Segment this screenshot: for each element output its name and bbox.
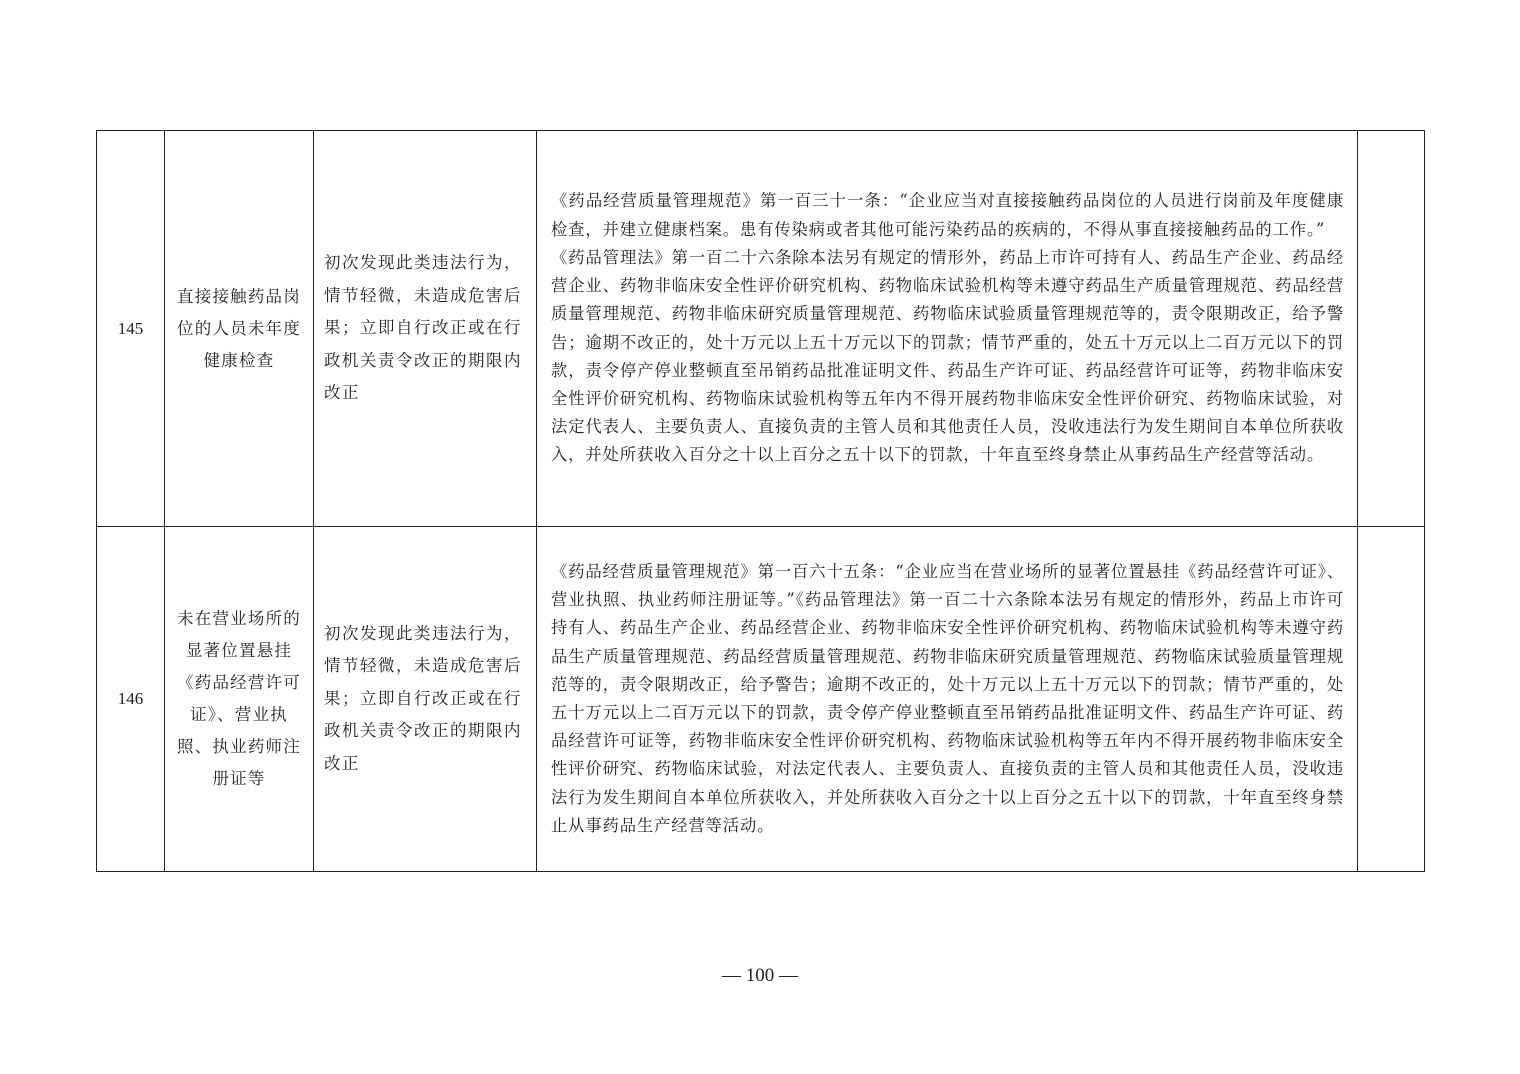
page-number: — 100 — [722, 965, 798, 986]
legal-basis-paragraph: 《药品管理法》第一百二十六条除本法另有规定的情形外，药品上市许可持有人、药品生产企业、药品经营企业、药物非临床安全性评价研究机构、药物临床试验机构等未遵守药品生产质量管理规范、药品经营质量管理规范、药物非临床研究质量管理规范、药物临床试验质量管理规范等的，责令限期改正，给予警告；逾期不改正的，处十万元以上五十万元以下的罚款；情节严重的，处五十万元以上二百万元以下的罚款，责令停产停业整顿直至吊销药品批准证明文件、药品生产许可证、药品经营许可证等，药物非临床安全性评价研究机构、药物临床试验机构等五年内不得开展药物非临床安全性评价研究、药物临床试验，对法定代表人、主要负责人、直接负责的主管人员和其他责任人员，没收违法行为发生期间自本单位所获收入，并处所获收入百分之十以上百分之五十以下的罚款，十年直至终身禁止从事药品生产经营等活动。 [551, 247, 1344, 465]
exemption-condition: 初次发现此类违法行为，情节轻微，未造成危害后果；立即自行改正或在行政机关责令改正的期限内改正 [324, 253, 522, 403]
violation-item: 直接接触药品岗位的人员未年度健康检查 [177, 286, 301, 370]
remarks-cell [1358, 131, 1425, 527]
row-number: 146 [97, 527, 165, 872]
regulation-table [96, 130, 1425, 872]
exemption-condition: 初次发现此类违法行为，情节轻微，未造成危害后果；立即自行改正或在行政机关责令改正的期限内改正 [324, 623, 522, 773]
legal-basis [537, 131, 1358, 527]
violation-item: 未在营业场所的显著位置悬挂《药品经营许可证》、营业执照、执业药师注册证等 [177, 609, 301, 788]
table-row [97, 527, 1425, 872]
legal-basis-paragraph: 《药品经营质量管理规范》第一百三十一条：“企业应当对直接接触药品岗位的人员进行岗前及年度健康检查，并建立健康档案。患有传染病或者其他可能污染药品的疾病的，不得从事直接接触药品的工作。” [551, 191, 1344, 239]
table-row [97, 131, 1425, 527]
remarks-cell [1358, 527, 1425, 872]
row-number: 145 [97, 131, 165, 527]
legal-basis-paragraph: 《药品经营质量管理规范》第一百六十五条：“企业应当在营业场所的显著位置悬挂《药品经营许可证》、营业执照、执业药师注册证等。”《药品管理法》第一百二十六条除本法另有规定的情形外，药品上市许可持有人、药品生产企业、药品经营企业、药物非临床安全性评价研究机构、药物临床试验机构等未遵守药品生产质量管理规范、药品经营质量管理规范、药物非临床研究质量管理规范、药物临床试验质量管理规范等的，责令限期改正，给予警告；逾期不改正的，处十万元以上五十万元以下的罚款；情节严重的，处五十万元以上二百万元以下的罚款，责令停产停业整顿直至吊销药品批准证明文件、药品生产许可证、药品经营许可证等，药物非临床安全性评价研究机构、药物临床试验机构等五年内不得开展药物非临床安全性评价研究、药物临床试验，对法定代表人、主要负责人、直接负责的主管人员和其他责任人员，没收违法行为发生期间自本单位所获收入，并处所获收入百分之十以上百分之五十以下的罚款，十年直至终身禁止从事药品生产经营等活动。 [551, 561, 1344, 835]
legal-basis [537, 527, 1358, 872]
